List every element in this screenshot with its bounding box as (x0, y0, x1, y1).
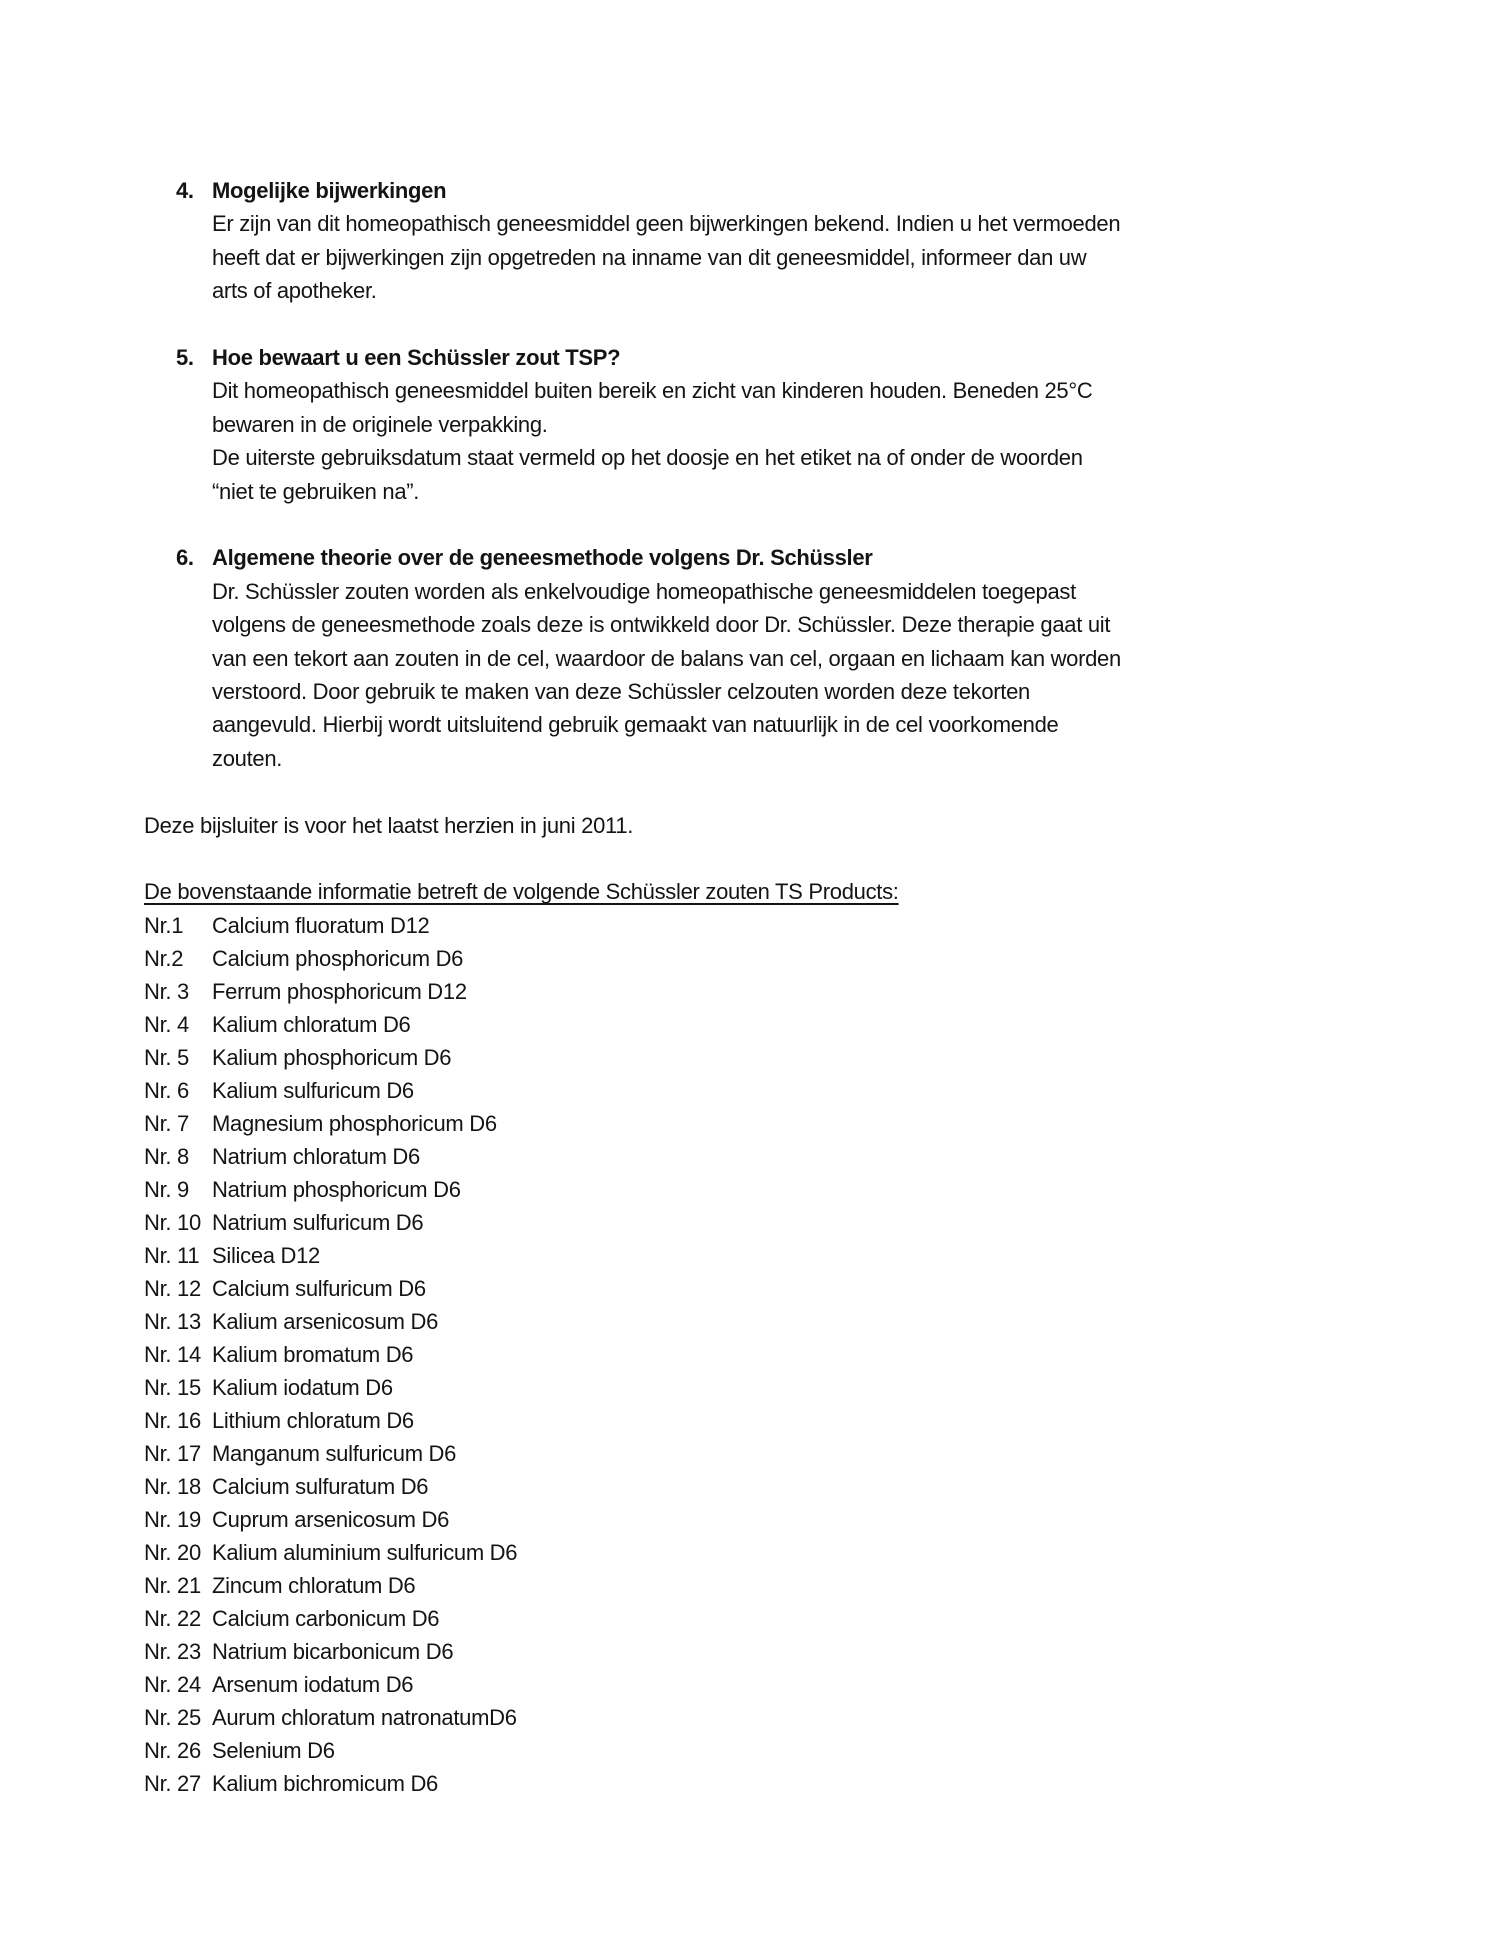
product-number: Nr. 6 (144, 1077, 189, 1103)
product-list-item (144, 1503, 1454, 1536)
product-list-item (144, 1371, 1454, 1404)
product-number: Nr. 9 (144, 1176, 189, 1202)
section-5-bewaren (176, 341, 1454, 508)
product-number: Nr. 7 (144, 1110, 189, 1136)
product-list-item (144, 1140, 1454, 1173)
section-text-line: volgens de geneesmethode zoals deze is ontwikkeld door Dr. Schüssler. Deze therapie gaat uit (212, 612, 1111, 638)
product-number: Nr. 18 (144, 1473, 201, 1499)
product-list-item (144, 1008, 1454, 1041)
section-text-line: Dit homeopathisch geneesmiddel buiten bereik en zicht van kinderen houden. Beneden 25°C (212, 378, 1093, 404)
product-list-item (144, 1668, 1454, 1701)
product-number: Nr. 10 (144, 1209, 201, 1235)
product-list-item (144, 1305, 1454, 1338)
product-number: Nr. 16 (144, 1407, 201, 1433)
product-name: Calcium sulfuricum D6 (212, 1275, 426, 1301)
product-name: Kalium bromatum D6 (212, 1341, 414, 1367)
section-text-line: zouten. (212, 745, 283, 771)
product-number: Nr. 12 (144, 1275, 201, 1301)
product-name: Kalium arsenicosum D6 (212, 1308, 439, 1334)
section-text-line: “niet te gebruiken na”. (212, 478, 420, 504)
section-number: 5. (176, 345, 194, 371)
product-list-item (144, 1602, 1454, 1635)
product-list-item (144, 1404, 1454, 1437)
product-name: Kalium aluminium sulfuricum D6 (212, 1539, 518, 1565)
product-list-heading: De bovenstaande informatie betreft de volgende Schüssler zouten TS Products: (144, 879, 899, 905)
product-number: Nr. 23 (144, 1638, 201, 1664)
product-name: Kalium iodatum D6 (212, 1374, 393, 1400)
product-number: Nr. 24 (144, 1671, 201, 1697)
product-number: Nr.2 (144, 945, 184, 971)
product-name: Zincum chloratum D6 (212, 1572, 416, 1598)
product-number: Nr. 21 (144, 1572, 201, 1598)
product-name: Natrium bicarbonicum D6 (212, 1638, 454, 1664)
product-number: Nr. 19 (144, 1506, 201, 1532)
product-list (144, 909, 1454, 1800)
section-text-line: arts of apotheker. (212, 278, 377, 304)
section-number: 4. (176, 178, 194, 203)
product-number: Nr. 8 (144, 1143, 189, 1169)
product-list-item (144, 1173, 1454, 1206)
section-body (212, 541, 1121, 775)
product-name: Kalium chloratum D6 (212, 1011, 411, 1037)
product-name: Lithium chloratum D6 (212, 1407, 414, 1433)
product-name: Kalium bichromicum D6 (212, 1770, 438, 1796)
product-name: Cuprum arsenicosum D6 (212, 1506, 450, 1532)
product-list-item (144, 1206, 1454, 1239)
product-number: Nr. 27 (144, 1770, 201, 1796)
product-list-item (144, 1536, 1454, 1569)
product-list-item (144, 1437, 1454, 1470)
product-name: Calcium fluoratum D12 (212, 912, 430, 938)
product-number: Nr. 14 (144, 1341, 201, 1367)
section-text-line: De uiterste gebruiksdatum staat vermeld op het doosje en het etiket na of onder de woorden (212, 445, 1083, 471)
section-title: Hoe bewaart u een Schüssler zout TSP? (212, 345, 621, 371)
product-name: Magnesium phosphoricum D6 (212, 1110, 497, 1136)
product-name: Selenium D6 (212, 1737, 335, 1763)
product-list-item (144, 1470, 1454, 1503)
product-name: Silicea D12 (212, 1242, 320, 1268)
product-name: Calcium sulfuratum D6 (212, 1473, 429, 1499)
product-number: Nr. 11 (144, 1242, 200, 1268)
product-list-item (144, 942, 1454, 975)
product-name: Kalium sulfuricum D6 (212, 1077, 414, 1103)
section-text-line: Dr. Schüssler zouten worden als enkelvoudige homeopathische geneesmiddelen toegepast (212, 578, 1076, 604)
product-list-item (144, 975, 1454, 1008)
product-list-item (144, 1239, 1454, 1272)
product-number: Nr. 25 (144, 1704, 201, 1730)
product-number: Nr. 3 (144, 978, 189, 1004)
product-list-item (144, 1569, 1454, 1602)
product-list-item (144, 1338, 1454, 1371)
product-number: Nr. 4 (144, 1011, 189, 1037)
section-text-line: Er zijn van dit homeopathisch geneesmiddel geen bijwerkingen bekend. Indien u het vermoeden (212, 211, 1121, 237)
product-list-item (144, 1041, 1454, 1074)
section-text-line: verstoord. Door gebruik te maken van deze Schüssler celzouten worden deze tekorten (212, 679, 1030, 705)
product-list-item (144, 1107, 1454, 1140)
product-list-item (144, 1734, 1454, 1767)
product-name: Natrium sulfuricum D6 (212, 1209, 424, 1235)
product-list-item (144, 1272, 1454, 1305)
section-title: Algemene theorie over de geneesmethode volgens Dr. Schüssler (212, 545, 873, 571)
section-text-line: van een tekort aan zouten in de cel, waardoor de balans van cel, orgaan en lichaam kan worden (212, 645, 1121, 671)
product-name: Calcium phosphoricum D6 (212, 945, 464, 971)
section-text-line: bewaren in de originele verpakking. (212, 411, 548, 437)
section-title: Mogelijke bijwerkingen (212, 178, 447, 203)
product-number: Nr. 5 (144, 1044, 189, 1070)
product-list-item (144, 1074, 1454, 1107)
product-number: Nr. 13 (144, 1308, 201, 1334)
product-list-item (144, 1701, 1454, 1734)
product-name: Calcium carbonicum D6 (212, 1605, 440, 1631)
section-body (212, 174, 1120, 308)
product-name: Arsenum iodatum D6 (212, 1671, 414, 1697)
product-number: Nr.1 (144, 912, 184, 938)
product-name: Natrium chloratum D6 (212, 1143, 420, 1169)
product-number: Nr. 20 (144, 1539, 201, 1565)
section-text-line: aangevuld. Hierbij wordt uitsluitend gebruik gemaakt van natuurlijk in de cel voorkomende (212, 712, 1059, 738)
product-name: Manganum sulfuricum D6 (212, 1440, 457, 1466)
product-list-item (144, 909, 1454, 942)
product-name: Kalium phosphoricum D6 (212, 1044, 452, 1070)
product-name: Aurum chloratum natronatumD6 (212, 1704, 517, 1730)
product-name: Natrium phosphoricum D6 (212, 1176, 461, 1202)
product-number: Nr. 17 (144, 1440, 201, 1466)
section-number: 6. (176, 545, 194, 571)
revision-note: Deze bijsluiter is voor het laatst herzien in juni 2011. (144, 812, 634, 838)
section-6-algemene-theorie (176, 541, 1454, 775)
product-name: Ferrum phosphoricum D12 (212, 978, 467, 1004)
product-list-item (144, 1767, 1454, 1800)
section-text-line: heeft dat er bijwerkingen zijn opgetreden na inname van dit geneesmiddel, informeer dan uw (212, 244, 1087, 270)
section-body (212, 341, 1092, 508)
product-number: Nr. 22 (144, 1605, 201, 1631)
section-4-bijwerkingen (176, 174, 1454, 308)
product-number: Nr. 26 (144, 1737, 201, 1763)
product-list-item (144, 1635, 1454, 1668)
product-number: Nr. 15 (144, 1374, 201, 1400)
